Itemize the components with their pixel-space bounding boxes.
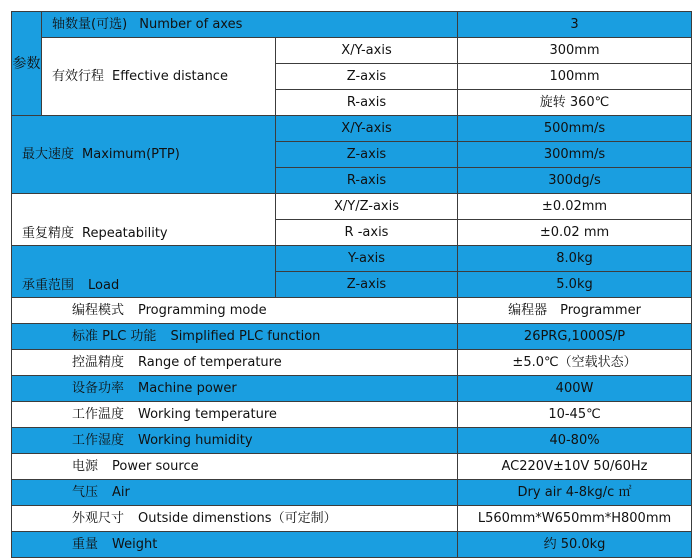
spec-label-zh: 工作湿度 [72,432,125,448]
spec-value: AC220V±10V 50/60Hz [458,454,692,480]
spec-label-en: Working humidity [138,432,253,448]
load-axis-cell: Y-axis [276,246,458,272]
spec-label-en: Weight [112,536,158,552]
repeat-label-en: Repeatability [82,226,168,241]
spec-row [12,480,692,506]
speed-axis-cell: R-axis [276,168,458,194]
row-load-1 [12,246,692,272]
effective-value-cell: 300mm [458,38,692,64]
row-speed-1 [12,116,692,142]
side-label-params: 参数 [12,12,42,116]
repeat-value-cell: ±0.02mm [458,194,692,220]
axes-value: 3 [458,12,692,38]
spec-row [12,428,692,454]
spec-label [12,324,458,350]
spec-label-en: Machine power [138,380,237,396]
effective-axis-cell: Z-axis [276,64,458,90]
row-effective-1 [12,38,692,64]
speed-label [12,116,276,194]
effective-value-cell: 100mm [458,64,692,90]
spec-label-zh: 控温精度 [72,354,125,370]
spec-value: 40-80% [458,428,692,454]
spec-label [12,298,458,324]
repeat-label [12,194,276,246]
spec-label [12,376,458,402]
spec-row [12,376,692,402]
load-label-en: Load [88,278,120,293]
spec-label-en: Working temperature [138,406,277,422]
speed-axis-cell: Z-axis [276,142,458,168]
effective-label-en: Effective distance [112,68,228,84]
speed-label-zh: 最大速度 [22,146,75,162]
repeat-label-zh: 重复精度 [22,226,75,241]
spec-label-zh: 工作温度 [72,406,125,422]
speed-label-en: Maximum(PTP) [82,146,180,162]
spec-row [12,506,692,532]
spec-value: 10-45℃ [458,402,692,428]
spec-label-zh: 重量 [72,536,99,552]
load-axis-cell: Z-axis [276,272,458,298]
spec-label [12,480,458,506]
spec-value: 400W [458,376,692,402]
spec-label [12,402,458,428]
spec-row [12,324,692,350]
spec-label-en: Programming mode [138,302,267,318]
speed-value-cell: 300dg/s [458,168,692,194]
spec-label-zh: 气压 [72,484,99,500]
spec-value: ±5.0℃（空载状态） [458,350,692,376]
spec-value: 26PRG,1000S/P [458,324,692,350]
effective-value-cell: 旋转 360℃ [458,90,692,116]
spec-label [12,454,458,480]
spec-row [12,350,692,376]
load-value-cell: 8.0kg [458,246,692,272]
row-repeat-1 [12,194,692,220]
spec-row [12,298,692,324]
spec-label-en: Range of temperature [138,354,282,370]
spec-label-en: Power source [112,458,199,474]
spec-value: 约 50.0kg [458,532,692,558]
load-label [12,246,276,298]
spec-label [12,506,458,532]
spec-row [12,454,692,480]
effective-label-zh: 有效行程 [52,68,105,84]
axes-label-zh: 轴数量(可选) [52,16,128,32]
spec-value: L560mm*W650mm*H800mm [458,506,692,532]
spec-value: Dry air 4-8kg/c ㎡ [458,480,692,506]
effective-axis-cell: X/Y-axis [276,38,458,64]
repeat-axis-cell: R -axis [276,220,458,246]
spec-label-zh: 编程模式 [72,302,125,318]
spec-label-zh: 外观尺寸 [72,510,125,526]
row-axes [12,12,692,38]
spec-table [11,11,692,558]
spec-label-zh: 标准 PLC 功能 [72,328,157,344]
load-label-zh: 承重范围 [22,278,75,293]
spec-label-en: Air [112,484,130,500]
axes-label [42,12,458,38]
axes-label-en: Number of axes [139,16,243,32]
speed-value-cell: 500mm/s [458,116,692,142]
spec-row [12,532,692,558]
effective-label [42,38,276,116]
spec-label-en: Simplified PLC function [170,328,321,344]
effective-axis-cell: R-axis [276,90,458,116]
spec-value: 编程器 Programmer [458,298,692,324]
spec-rows [12,298,692,558]
spec-label-zh: 设备功率 [72,380,125,396]
load-value-cell: 5.0kg [458,272,692,298]
spec-label-zh: 电源 [72,458,99,474]
speed-value-cell: 300mm/s [458,142,692,168]
spec-label [12,428,458,454]
spec-label [12,350,458,376]
spec-row [12,402,692,428]
repeat-axis-cell: X/Y/Z-axis [276,194,458,220]
spec-label-en: Outside dimenstions（可定制） [138,510,337,526]
repeat-value-cell: ±0.02 mm [458,220,692,246]
speed-axis-cell: X/Y-axis [276,116,458,142]
spec-label [12,532,458,558]
